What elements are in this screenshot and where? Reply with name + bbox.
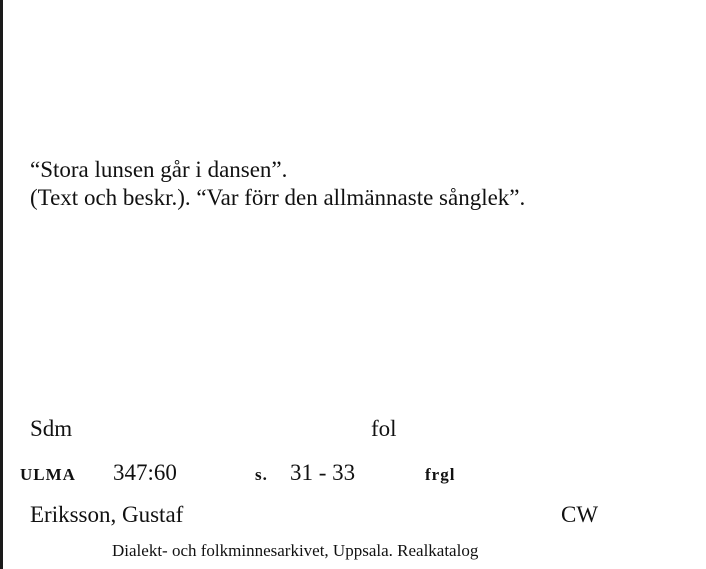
category-code: frgl bbox=[425, 465, 456, 484]
pages-prefix: s. bbox=[255, 465, 268, 484]
page-range: 31 - 33 bbox=[290, 460, 356, 485]
collector-initials: CW bbox=[561, 502, 599, 527]
card-left-border bbox=[0, 0, 3, 569]
card-title bbox=[30, 156, 525, 212]
region-code: Sdm bbox=[30, 416, 73, 441]
title-line-2: (Text och beskr.). “Var förr den allmännaste sånglek”. bbox=[30, 185, 526, 210]
archive-code: ULMA bbox=[20, 465, 76, 484]
informant-name: Eriksson, Gustaf bbox=[30, 502, 184, 527]
archive-footer: Dialekt- och folkminnesarkivet, Uppsala. Realkatalog bbox=[112, 541, 479, 560]
record-number: 347:60 bbox=[113, 460, 177, 485]
title-line-1: “Stora lunsen går i dansen”. bbox=[30, 157, 288, 182]
format-code: fol bbox=[371, 416, 397, 441]
